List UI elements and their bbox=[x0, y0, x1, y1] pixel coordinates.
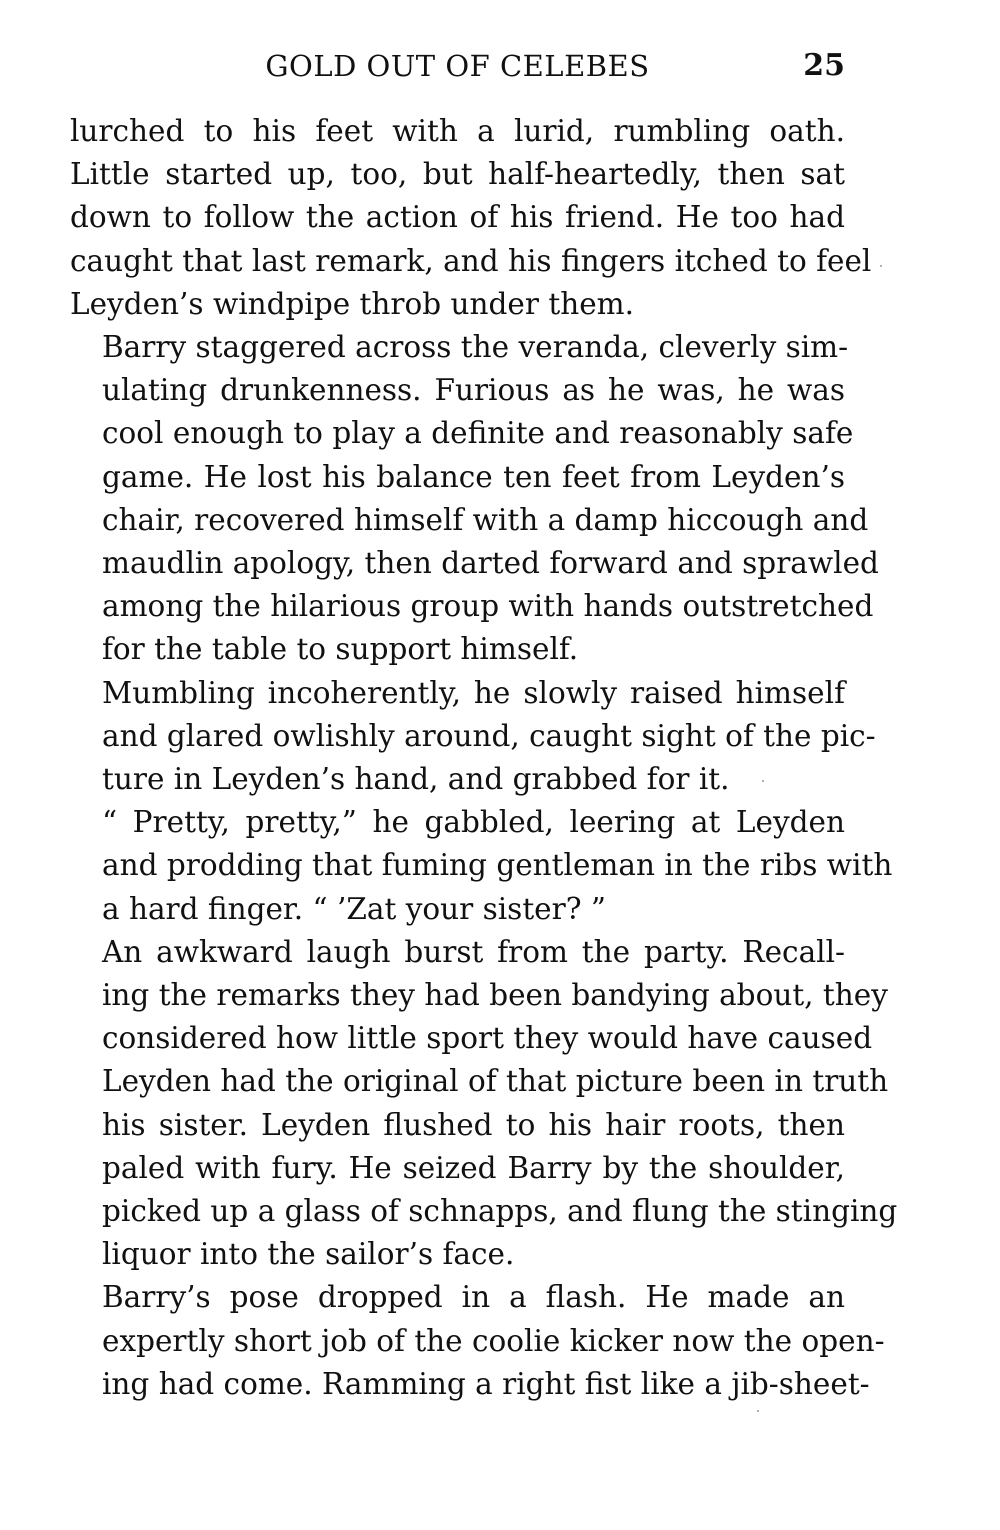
text-line: maudlin apology, then darted forward and sprawled bbox=[102, 546, 879, 581]
paragraph-6 bbox=[70, 1276, 885, 1406]
paragraph-1 bbox=[70, 110, 872, 326]
text-line: paled with fury. He seized Barry by the shoulder, bbox=[102, 1150, 845, 1185]
text-line: Leyden had the original of that picture been in truth bbox=[102, 1064, 889, 1099]
text-line: ulating drunkenness. Furious as he was, he was bbox=[102, 373, 845, 408]
text-line: “ Pretty, pretty,” he gabbled, leering at Leyden bbox=[102, 805, 845, 840]
running-title: GOLD OUT OF CELEBES bbox=[265, 49, 650, 83]
text-line: ing had come. Ramming a right fist like a jib-sheet- bbox=[102, 1366, 870, 1401]
paragraph-5 bbox=[70, 931, 898, 1277]
text-line: Barry staggered across the veranda, cleverly sim- bbox=[102, 330, 849, 365]
body-text bbox=[70, 110, 898, 1406]
text-line: ing the remarks they had been bandying about, they bbox=[102, 978, 888, 1013]
text-line: lurched to his feet with a lurid, rumbling oath. bbox=[70, 114, 845, 148]
text-line: ture in Leyden’s hand, and grabbed for it. bbox=[102, 762, 730, 797]
text-line: down to follow the action of his friend. He too had bbox=[70, 200, 845, 235]
text-line: caught that last remark, and his fingers itched to feel bbox=[70, 243, 872, 278]
text-line: An awkward laugh burst from the party. Recall- bbox=[102, 934, 845, 969]
text-line: a hard finger. “ ’Zat your sister? ” bbox=[102, 891, 607, 926]
scan-speck bbox=[880, 265, 882, 267]
text-line: for the table to support himself. bbox=[102, 632, 579, 667]
paragraph-2 bbox=[70, 326, 879, 672]
text-line: Leyden’s windpipe throb under them. bbox=[70, 286, 635, 321]
scan-speck bbox=[757, 1410, 759, 1412]
text-line: among the hilarious group with hands outstretched bbox=[102, 589, 874, 624]
text-line: Mumbling incoherently, he slowly raised himself bbox=[102, 675, 845, 710]
text-line: game. He lost his balance ten feet from Leyden’s bbox=[102, 459, 845, 494]
text-line: and glared owlishly around, caught sight of the pic- bbox=[102, 718, 876, 753]
paragraph-4 bbox=[70, 801, 893, 931]
text-line: picked up a glass of schnapps, and flung the stinging bbox=[102, 1194, 898, 1229]
text-line: his sister. Leyden flushed to his hair roots, then bbox=[102, 1107, 845, 1142]
page-number: 25 bbox=[803, 48, 845, 83]
paragraph-3 bbox=[70, 672, 876, 802]
text-line: chair, recovered himself with a damp hiccough and bbox=[102, 502, 869, 537]
text-line: liquor into the sailor’s face. bbox=[102, 1237, 515, 1272]
text-line: cool enough to play a definite and reasonably safe bbox=[102, 416, 854, 451]
text-line: and prodding that fuming gentleman in the ribs with bbox=[102, 848, 893, 883]
text-line: considered how little sport they would have caused bbox=[102, 1021, 873, 1056]
running-head bbox=[70, 46, 845, 90]
text-line: Little started up, too, but half-heartedly, then sat bbox=[70, 157, 845, 192]
text-line: expertly short job of the coolie kicker now the open- bbox=[102, 1323, 885, 1358]
scan-speck bbox=[762, 780, 764, 782]
text-line: Barry’s pose dropped in a flash. He made an bbox=[102, 1280, 845, 1315]
